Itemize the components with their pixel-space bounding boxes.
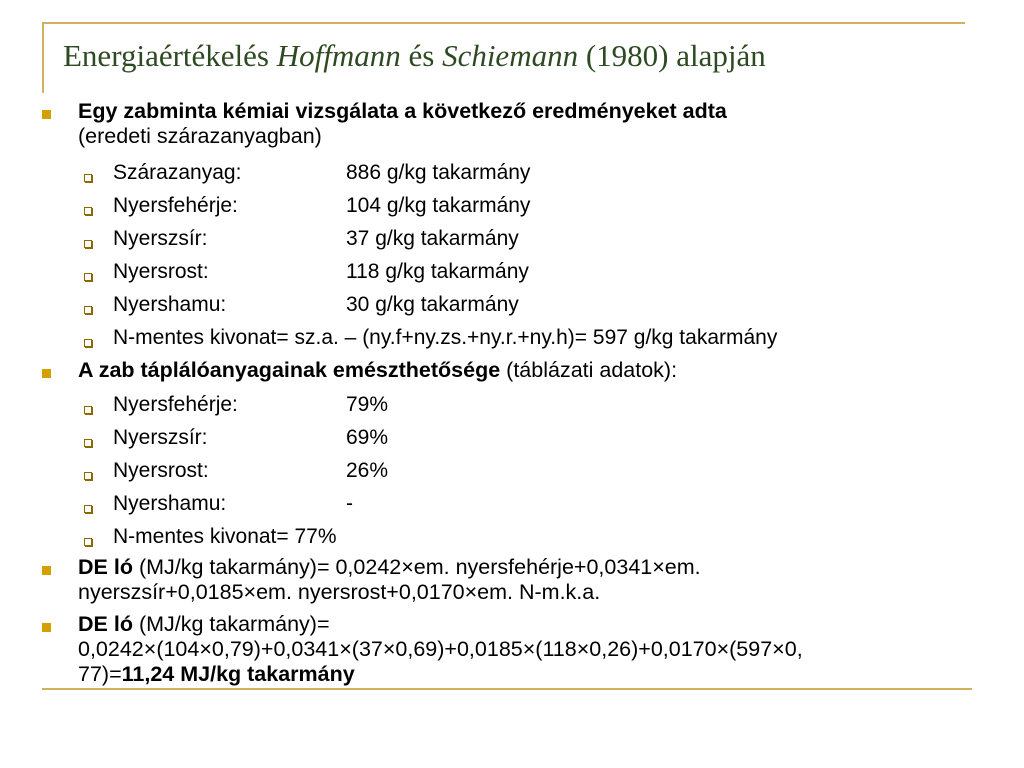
checkbox-bullet-icon (84, 505, 92, 513)
checkbox-bullet-icon (84, 207, 92, 215)
list-item (113, 160, 530, 185)
item-value: 26% (346, 459, 389, 482)
list-item (113, 491, 353, 516)
item-value: 37 g/kg takarmány (346, 227, 519, 250)
list-item (113, 392, 388, 417)
section2-heading-bold: A zab táplálóanyagainak emészthetősége (78, 358, 501, 382)
calc-line3: 77)= (78, 662, 122, 686)
item-value: 118 g/kg takarmány (346, 260, 529, 283)
formula-line1: (MJ/kg takarmány)= 0,0242×em. nyersfehérje+0,0341×em. (138, 555, 701, 579)
checkbox-bullet-icon (84, 339, 92, 347)
item-label: Nyershamu: (113, 492, 227, 515)
checkbox-bullet-icon (84, 273, 92, 281)
item-label: Nyersfehérje: (113, 194, 238, 217)
checkbox-bullet-icon (84, 306, 92, 314)
frame-left-line (42, 22, 44, 93)
checkbox-bullet-icon (84, 406, 92, 414)
formula-line2: nyerszsír+0,0185×em. nyersrost+0,0170×em. N-m.k.a. (78, 580, 601, 604)
item-value: 104 g/kg takarmány (346, 194, 531, 217)
section4-calculation (78, 612, 983, 687)
title-author-schiemann: Schiemann (442, 38, 579, 73)
item-value: 30 g/kg takarmány (346, 293, 519, 316)
calc-line1: (MJ/kg takarmány)= (138, 612, 330, 636)
list-item (113, 259, 529, 284)
item-value: 886 g/kg takarmány (346, 161, 531, 184)
section1-heading-rest: (eredeti szárazanyagban) (78, 124, 322, 148)
item-label: Nyershamu: (113, 293, 227, 316)
section1-heading-bold: Egy zabminta kémiai vizsgálata a következő eredményeket adta (78, 99, 727, 123)
checkbox-bullet-icon (84, 439, 92, 447)
frame-bottom-line (42, 688, 972, 690)
list-item: N-mentes kivonat= sz.a. – (ny.f+ny.zs.+ny.r.+ny.h)= 597 g/kg takarmány (113, 326, 778, 349)
section3-formula (78, 555, 983, 605)
title-text: Energiaértékelés (63, 38, 269, 73)
list-item: N-mentes kivonat= 77% (113, 525, 337, 548)
item-value: 79% (346, 393, 389, 416)
section2-heading (78, 358, 983, 383)
item-label: Nyerszsír: (113, 227, 208, 250)
title-year: (1980) alapján (585, 38, 766, 73)
item-label: Szárazanyag: (113, 161, 242, 184)
bullet-square (42, 623, 51, 632)
item-label: Nyersfehérje: (113, 393, 238, 416)
list-item (113, 292, 519, 317)
bullet-square (42, 566, 51, 575)
list-item (113, 458, 388, 483)
title-author-hoffmann: Hoffmann (276, 38, 401, 73)
formula-label-bold: DE ló (78, 555, 133, 579)
bullet-square (42, 369, 51, 378)
list-item (113, 193, 530, 218)
calc-result: 11,24 MJ/kg takarmány (121, 662, 355, 686)
bullet-square (42, 110, 51, 119)
item-label: Nyersrost: (113, 459, 209, 482)
calc-label-bold: DE ló (78, 612, 133, 636)
item-value: - (346, 492, 353, 515)
item-label: Nyerszsír: (113, 426, 208, 449)
list-item (113, 425, 388, 450)
checkbox-bullet-icon (84, 472, 92, 480)
item-label: Nyersrost: (113, 260, 209, 283)
slide-title (63, 38, 766, 74)
item-value: 69% (346, 426, 389, 449)
checkbox-bullet-icon (84, 240, 92, 248)
checkbox-bullet-icon (84, 174, 92, 182)
checkbox-bullet-icon (84, 538, 92, 546)
calc-line2: 0,0242×(104×0,79)+0,0341×(37×0,69)+0,0185×(118×0,26)+0,0170×(597×0, (78, 637, 803, 661)
section2-heading-rest: (táblázati adatok): (506, 358, 678, 382)
title-conjunction: és (408, 38, 435, 73)
list-item (113, 226, 519, 251)
section1-heading (78, 99, 983, 149)
frame-top-line (42, 22, 965, 24)
